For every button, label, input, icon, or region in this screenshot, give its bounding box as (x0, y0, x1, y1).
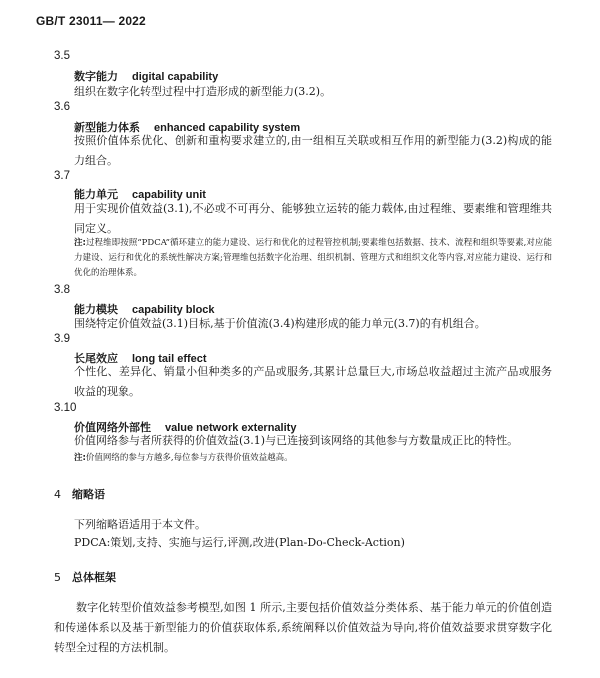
term-en: long tail effect (132, 353, 207, 365)
term-definition: 个性化、差异化、销量小但种类多的产品或服务,其累计总量巨大,市场总收益超过主流产品或服务收益的现象。 (74, 365, 552, 398)
term-cn: 价值网络外部性 (74, 421, 151, 434)
term-en: digital capability (132, 71, 219, 83)
note-text: 价值网络的参与方越多,每位参与方获得价值效益越高。 (85, 453, 293, 463)
term-number: 3.10 (54, 402, 77, 414)
term-definition: 围绕特定价值效益(3.1)目标,基于价值流(3.4)构建形成的能力单元(3.7)的有机组合。 (74, 317, 486, 330)
term-number: 3.7 (54, 170, 70, 182)
standard-header: GB/T 23011— 2022 (36, 14, 146, 28)
section-number: 5 (54, 571, 61, 584)
term-definition: 用于实现价值效益(3.1),不必或不可再分、能够独立运转的能力载体,由过程维、要素维和管理维共同定义。 (74, 202, 552, 235)
term-number: 3.9 (54, 333, 70, 345)
section-heading (54, 486, 105, 502)
note-text: 过程维即按照“PDCA”循环建立的能力建设、运行和优化的过程管控机制;要素维包括数据、技术、流程和组织等要素,对应能力建设、运行和优化的系统性解决方案;管理维包括数字化治理、组织机制、管理方式和组织文化等内容,对应能力建设、运行和优化的治理体系。 (74, 238, 552, 278)
section-paragraph: 下列缩略语适用于本文件。 (74, 518, 206, 531)
section-number: 4 (54, 488, 61, 501)
term-definition: 价值网络参与者所获得的价值效益(3.1)与已连接到该网络的其他参与方数量成正比的特性。 (74, 434, 519, 447)
term-number: 3.8 (54, 284, 70, 296)
term-en: value network externality (165, 422, 297, 434)
term-en: enhanced capability system (154, 122, 301, 134)
term-cn: 能力单元 (74, 188, 118, 201)
term-number: 3.6 (54, 101, 70, 113)
term-en: capability unit (132, 189, 206, 201)
section-heading (54, 569, 116, 585)
term-note (74, 236, 552, 281)
term-note (74, 451, 552, 466)
note-label: 注: (74, 238, 86, 248)
note-label: 注: (74, 453, 86, 463)
section-title: 总体框架 (72, 571, 116, 584)
term-cn: 能力模块 (74, 303, 118, 316)
term-cn: 数字能力 (74, 70, 118, 83)
term-cn: 长尾效应 (74, 352, 118, 365)
term-en: capability block (132, 304, 215, 316)
term-definition: 按照价值体系优化、创新和重构要求建立的,由一组相互关联或相互作用的新型能力(3.2)构成的能力组合。 (74, 134, 552, 167)
section-title: 缩略语 (72, 488, 105, 501)
section-paragraph: PDCA:策划,支持、实施与运行,评测,改进(Plan-Do-Check-Action) (74, 536, 405, 549)
section-paragraph: 数字化转型价值效益参考模型,如图 1 所示,主要包括价值效益分类体系、基于能力单元的价值创造和传递体系以及基于新型能力的价值获取体系,系统阐释以价值效益为导向,将价值效益要求贯穿数字化转型全过程的方法机制。 (54, 601, 552, 654)
term-cn: 新型能力体系 (74, 121, 140, 134)
term-number: 3.5 (54, 50, 70, 62)
term-definition: 组织在数字化转型过程中打造形成的新型能力(3.2)。 (74, 85, 332, 98)
